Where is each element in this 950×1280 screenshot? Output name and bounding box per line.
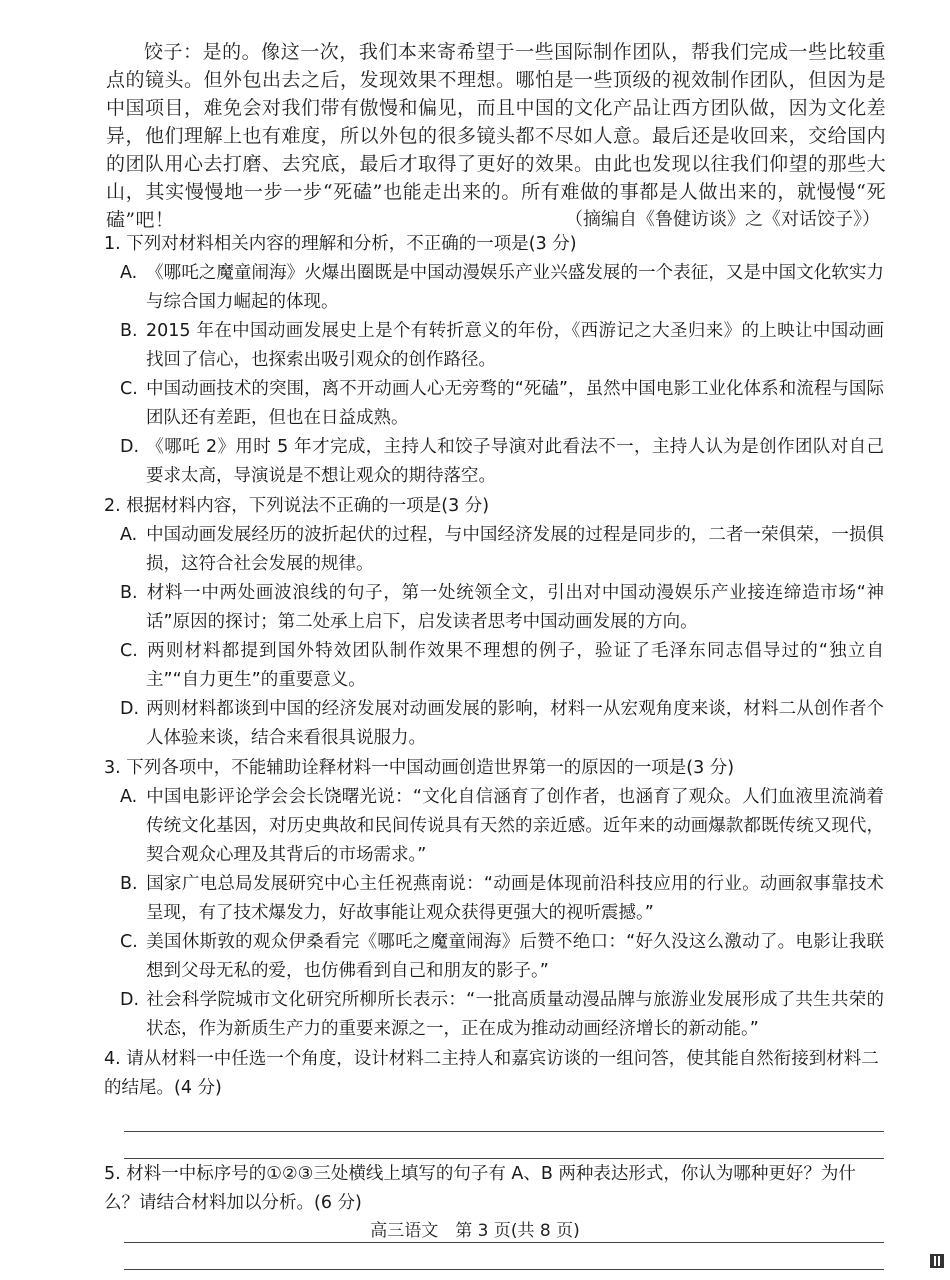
- option-c: C. 美国休斯敦的观众伊桑看完《哪吒之魔童闹海》后赞不绝口：“好久没这么激动了。电影让我联想到父母无私的爱，也仿佛看到自己和朋友的影子。”: [120, 932, 884, 981]
- question-stem: 3. 下列各项中，不能辅助诠释材料一中国动画创造世界第一的原因的一项是(3 分): [104, 758, 735, 778]
- question-1: [104, 230, 884, 491]
- option-b: B. 2015 年在中国动画发展史上是个有转折意义的年份，《西游记之大圣归来》的上映让中国动画找回了信心，也探索出吸引观众的创作路径。: [120, 321, 884, 370]
- question-stem: 5. 材料一中标序号的①②③三处横线上填写的句子有 A、B 两种表达形式，你认为哪种更好？为什么？请结合材料加以分析。(6 分): [104, 1164, 856, 1213]
- answer-area[interactable]: [104, 1103, 884, 1159]
- answer-line[interactable]: [124, 1158, 884, 1159]
- question-stem: 2. 根据材料内容，下列说法不正确的一项是(3 分): [104, 496, 490, 516]
- scanner-watermark: [930, 1254, 944, 1268]
- question-3: [104, 754, 884, 1044]
- page-footer: 高三语文 第 3 页(共 8 页): [370, 1221, 580, 1241]
- option-b: B. 材料一中两处画波浪线的句子，第一处统领全文，引出对中国动漫娱乐产业接连缔造市场“神话”原因的探讨；第二处承上启下，启发读者思考中国动画发展的方向。: [120, 583, 884, 632]
- option-a: A. 《哪吒之魔童闹海》火爆出圈既是中国动漫娱乐产业兴盛发展的一个表征，又是中国文化软实力与综合国力崛起的体现。: [120, 263, 884, 312]
- answer-line[interactable]: [124, 1131, 884, 1132]
- option-a: A. 中国电影评论学会会长饶曙光说：“文化自信涵育了创作者，也涵育了观众。人们血液里流淌着传统文化基因，对历史典故和民间传说具有天然的亲近感。近年来的动画爆款都既传统又现代，契合观众心理及其背后的市场需求。”: [120, 787, 884, 865]
- question-list: [104, 230, 884, 1271]
- option-d: D. 《哪吒 2》用时 5 年才完成，主持人和饺子导演对此看法不一，主持人认为是创作团队对自己要求太高，导演说是不想让观众的期待落空。: [120, 437, 884, 486]
- interview-paragraph: 饺子：是的。像这一次，我们本来寄希望于一些国际制作团队，帮我们完成一些比较重点的镜头。但外包出去之后，发现效果不理想。哪怕是一些顶级的视效制作团队，但因为是中国项目，难免会对我们带有傲慢和偏见，而且中国的文化产品让西方团队做，因为文化差异，他们理解上也有难度，所以外包的很多镜头都不尽如人意。最后还是收回来，交给国内的团队用心去打磨、去究底，最后才取得了更好的效果。由此也发现以往我们仰望的那些大山，其实慢慢地一步一步“死磕”也能走出来的。所有难做的事都是人做出来的，就慢慢“死磕”吧！: [106, 41, 886, 231]
- question-5: [104, 1160, 884, 1270]
- question-2: [104, 492, 884, 753]
- answer-line[interactable]: [124, 1269, 884, 1270]
- qr-code-icon: [930, 1254, 944, 1268]
- answer-line[interactable]: [124, 1242, 884, 1243]
- option-a: A. 中国动画发展经历的波折起伏的过程，与中国经济发展的过程是同步的，二者一荣俱荣，一损俱损，这符合社会发展的规律。: [120, 525, 884, 574]
- source-citation: （摘编自《鲁健访谈》之《对话饺子》）: [565, 209, 880, 230]
- option-b: B. 国家广电总局发展研究中心主任祝燕南说：“动画是体现前沿科技应用的行业。动画叙事靠技术呈现，有了技术爆发力，好故事能让观众获得更强大的视听震撼。”: [120, 874, 884, 923]
- option-c: C. 两则材料都提到国外特效团队制作效果不理想的例子，验证了毛泽东同志倡导过的“独立自主”“自力更生”的重要意义。: [120, 641, 884, 690]
- option-d: D. 两则材料都谈到中国的经济发展对动画发展的影响，材料一从宏观角度来谈，材料二从创作者个人体验来谈，结合来看很具说服力。: [120, 699, 884, 748]
- question-stem: 1. 下列对材料相关内容的理解和分析，不正确的一项是(3 分): [104, 234, 577, 254]
- option-c: C. 中国动画技术的突围，离不开动画人心无旁骛的“死磕”，虽然中国电影工业化体系和流程与国际团队还有差距，但也在日益成熟。: [120, 379, 884, 428]
- question-4: [104, 1045, 884, 1159]
- question-stem: 4. 请从材料一中任选一个角度，设计材料二主持人和嘉宾访谈的一组问答，使其能自然衔接到材料二的结尾。(4 分): [104, 1049, 879, 1098]
- option-d: D. 社会科学院城市文化研究所柳所长表示：“一批高质量动漫品牌与旅游业发展形成了共生共荣的状态，作为新质生产力的重要来源之一，正在成为推动动画经济增长的新动能。”: [120, 990, 884, 1039]
